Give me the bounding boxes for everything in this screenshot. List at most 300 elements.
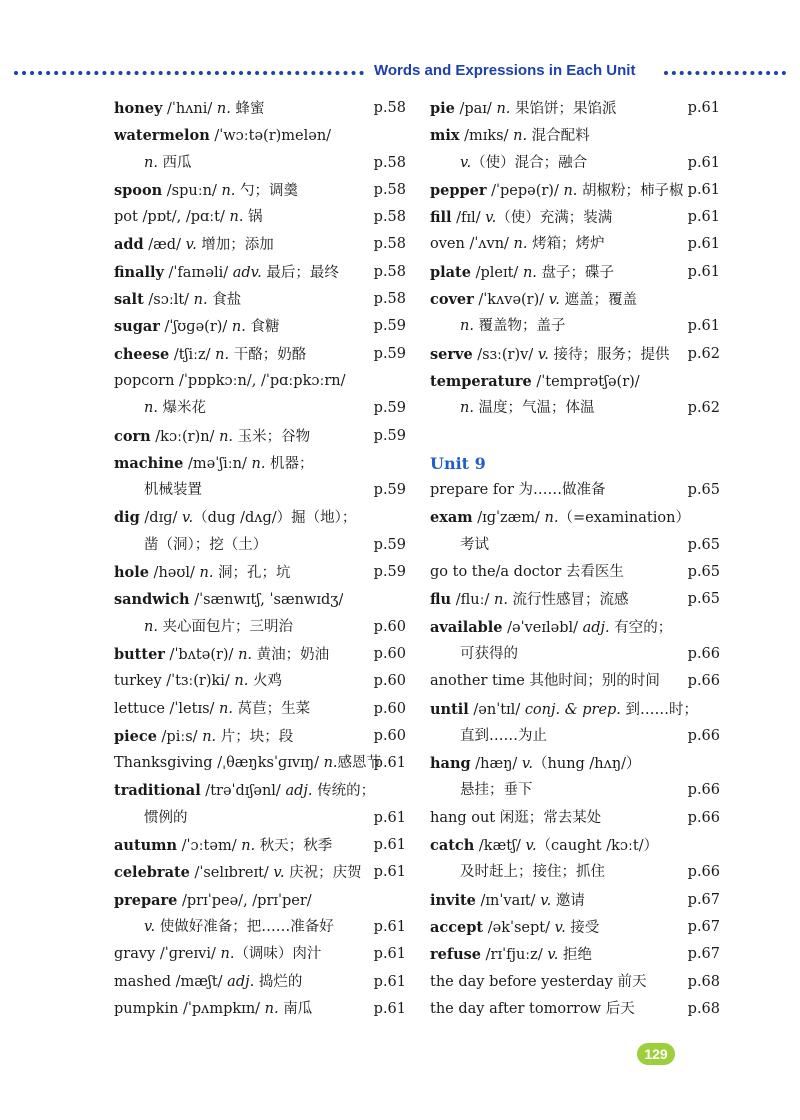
meaning: 洞；孔；坑 bbox=[213, 565, 291, 582]
part-of-speech: v. bbox=[273, 865, 285, 882]
headword: prepare bbox=[114, 891, 178, 909]
page-ref: p.61 bbox=[373, 1000, 406, 1017]
meaning: 庆祝；庆贺 bbox=[284, 865, 362, 882]
headword: temperature bbox=[430, 372, 532, 390]
entry-text bbox=[114, 231, 274, 259]
vocab-entry bbox=[430, 122, 720, 149]
entry-text bbox=[114, 313, 279, 341]
part-of-speech: adv. bbox=[232, 264, 262, 281]
vocab-entry bbox=[430, 887, 720, 914]
meaning: 秋天；秋季 bbox=[255, 838, 333, 855]
entry-text bbox=[430, 914, 599, 942]
part-of-speech: n. bbox=[323, 755, 338, 772]
entry-text bbox=[430, 832, 658, 860]
meaning: 片；块；段 bbox=[216, 728, 294, 745]
meaning: 流行性感冒；流感 bbox=[507, 592, 629, 609]
phonetic: /sɔːlt/ bbox=[143, 292, 194, 309]
page-ref: p.61 bbox=[687, 209, 720, 226]
meaning: 西瓜 bbox=[157, 154, 192, 171]
headword: pie bbox=[430, 100, 455, 117]
phonetic: lettuce /ˈletɪs/ bbox=[114, 700, 220, 717]
vocab-entry bbox=[430, 95, 720, 122]
headword: exam bbox=[430, 509, 473, 527]
vocab-entry bbox=[114, 368, 406, 395]
phonetic: 考试 bbox=[460, 536, 489, 553]
phonetic: gravy /ˈɡreɪvi/ bbox=[114, 946, 221, 963]
meaning: 干酪；奶酪 bbox=[229, 346, 307, 363]
page-ref: p.58 bbox=[373, 100, 406, 116]
phonetic: /ɪnˈvaɪt/ bbox=[475, 892, 541, 909]
phonetic: /ˈkʌvə(r)/ bbox=[473, 292, 549, 309]
vocab-entry bbox=[430, 805, 720, 832]
phonetic: Thanksgiving /ˌθæŋksˈɡɪvɪŋ/ bbox=[114, 755, 324, 772]
meaning: 增加；添加 bbox=[196, 237, 274, 254]
vocab-entry bbox=[430, 177, 720, 204]
entry-text bbox=[144, 477, 202, 504]
part-of-speech: n. bbox=[264, 1000, 279, 1017]
vocab-entry bbox=[114, 777, 406, 804]
entry-text bbox=[114, 969, 302, 996]
part-of-speech: n. bbox=[219, 428, 234, 445]
part-of-speech: v. bbox=[144, 918, 156, 935]
entry-text bbox=[430, 259, 614, 287]
phonetic: /mɪks/ bbox=[459, 128, 514, 145]
headword: butter bbox=[114, 645, 165, 663]
part-of-speech: n. bbox=[544, 510, 559, 527]
entry-text bbox=[114, 832, 332, 860]
phonetic: pot /pɒt/, /pɑːt/ bbox=[114, 209, 230, 226]
vocab-entry bbox=[430, 614, 720, 641]
vocab-column-right bbox=[430, 95, 720, 1023]
entry-text bbox=[430, 668, 660, 695]
vocab-entry bbox=[114, 668, 406, 695]
headword: salt bbox=[114, 291, 144, 309]
phonetic: go to the/a doctor 去看医生 bbox=[430, 564, 624, 581]
meaning: 接待；服务；提供 bbox=[548, 346, 670, 363]
phonetic: /ˈwɔːtə(r)melən/ bbox=[209, 128, 332, 145]
vocab-entry bbox=[114, 177, 406, 204]
page-ref: p.67 bbox=[687, 891, 720, 908]
vocab-entry bbox=[114, 941, 406, 968]
headword: finally bbox=[114, 263, 164, 281]
entry-text bbox=[430, 477, 605, 504]
page-ref: p.60 bbox=[373, 673, 406, 690]
entry-text bbox=[430, 614, 672, 642]
vocab-entry bbox=[114, 969, 406, 996]
meaning: 南瓜 bbox=[278, 1000, 313, 1017]
headword: sandwich bbox=[114, 591, 190, 609]
page-ref: p.66 bbox=[687, 645, 720, 662]
part-of-speech: n. bbox=[234, 673, 249, 690]
phonetic: the day before yesterday 前天 bbox=[430, 973, 647, 990]
entry-text bbox=[430, 969, 646, 996]
entry-text bbox=[430, 368, 640, 396]
entry-text bbox=[460, 641, 518, 668]
meaning: 玉米；谷物 bbox=[233, 428, 311, 445]
entry-text bbox=[430, 95, 617, 123]
entry-text bbox=[460, 532, 489, 559]
vocab-entry bbox=[430, 996, 720, 1023]
phonetic: /həʊl/ bbox=[148, 565, 200, 582]
meaning: （caught /kɔːt/） bbox=[536, 838, 659, 855]
vocab-entry bbox=[114, 723, 406, 750]
headword: hole bbox=[114, 564, 149, 582]
phonetic: 惯例的 bbox=[144, 809, 188, 826]
entry-text bbox=[430, 941, 592, 969]
meaning: 锅 bbox=[243, 209, 263, 226]
entry-text bbox=[430, 341, 670, 369]
entry-text bbox=[430, 586, 629, 614]
entry-text bbox=[114, 723, 293, 751]
part-of-speech: adj. bbox=[227, 973, 255, 990]
phonetic: another time 其他时间；别的时间 bbox=[430, 673, 660, 690]
entry-text bbox=[114, 887, 312, 915]
page-ref: p.60 bbox=[373, 700, 406, 717]
phonetic: /dɪɡ/ bbox=[139, 510, 182, 527]
vocab-entry bbox=[430, 777, 720, 804]
vocab-entry bbox=[114, 696, 406, 723]
page-ref: p.66 bbox=[687, 727, 720, 744]
headword: dig bbox=[114, 509, 140, 527]
vocab-entry bbox=[114, 450, 406, 477]
entry-text bbox=[114, 668, 282, 695]
entry-text bbox=[430, 887, 585, 915]
page-ref: p.66 bbox=[687, 673, 720, 690]
phonetic: /trəˈdɪʃənl/ bbox=[200, 783, 286, 800]
headword: sugar bbox=[114, 318, 160, 336]
page-ref: p.61 bbox=[373, 837, 406, 854]
meaning: （使）混合；融合 bbox=[471, 154, 588, 171]
vocab-entry bbox=[430, 231, 720, 258]
meaning: （=examination） bbox=[558, 510, 690, 527]
entry-text bbox=[114, 450, 314, 478]
entry-text bbox=[114, 941, 321, 968]
vocab-entry bbox=[114, 859, 406, 886]
vocab-entry bbox=[114, 341, 406, 368]
part-of-speech: n. bbox=[522, 264, 537, 281]
phonetic: /ənˈtɪl/ bbox=[468, 701, 525, 718]
entry-text bbox=[144, 805, 188, 832]
phonetic: /ˈpepə(r)/ bbox=[486, 182, 564, 199]
headword: corn bbox=[114, 427, 151, 445]
entry-text bbox=[114, 177, 298, 205]
part-of-speech: n. bbox=[144, 618, 158, 635]
entry-text bbox=[114, 286, 241, 314]
entry-text bbox=[114, 204, 263, 231]
meaning: 黄油；奶油 bbox=[252, 646, 330, 663]
part-of-speech: n. bbox=[513, 128, 528, 145]
page-ref: p.61 bbox=[373, 918, 406, 935]
page-ref: p.66 bbox=[687, 809, 720, 826]
phonetic: /ˈfaɪnəli/ bbox=[163, 264, 233, 281]
phonetic: oven /ˈʌvn/ bbox=[430, 236, 514, 253]
page-ref: p.65 bbox=[687, 482, 720, 499]
vocab-entry bbox=[114, 423, 406, 450]
vocab-entry bbox=[114, 150, 406, 177]
vocab-entry bbox=[430, 832, 720, 859]
vocab-entry bbox=[430, 313, 720, 340]
part-of-speech: n. bbox=[229, 209, 244, 226]
entry-text bbox=[430, 204, 612, 232]
headword: spoon bbox=[114, 181, 163, 199]
entry-text bbox=[460, 150, 587, 177]
phonetic: /fɪl/ bbox=[451, 210, 486, 227]
page-ref: p.61 bbox=[687, 154, 720, 171]
vocab-entry bbox=[114, 532, 406, 559]
meaning: 到……时； bbox=[620, 701, 699, 718]
part-of-speech: conj. & prep. bbox=[524, 701, 621, 718]
entry-text bbox=[114, 423, 310, 451]
part-of-speech: v. bbox=[460, 154, 472, 171]
vocab-entry bbox=[430, 969, 720, 996]
vocab-entry bbox=[114, 122, 406, 149]
vocab-entry bbox=[430, 586, 720, 613]
headword: mix bbox=[430, 127, 460, 145]
meaning: 感恩节 bbox=[337, 755, 382, 772]
entry-text bbox=[144, 150, 192, 177]
part-of-speech: v. bbox=[548, 292, 560, 309]
phonetic: prepare for 为……做准备 bbox=[430, 482, 606, 499]
entry-text bbox=[114, 341, 306, 369]
phonetic: /spuːn/ bbox=[162, 182, 222, 199]
phonetic: /sɜː(r)v/ bbox=[472, 346, 538, 363]
phonetic: 直到……为止 bbox=[460, 727, 547, 744]
phonetic: 凿（洞）；挖（土） bbox=[144, 536, 268, 553]
page-ref: p.59 bbox=[373, 564, 406, 581]
headword: add bbox=[114, 236, 144, 254]
entry-text bbox=[114, 641, 329, 669]
phonetic: 悬挂；垂下 bbox=[460, 782, 533, 799]
entry-text bbox=[430, 996, 635, 1023]
vocab-entry bbox=[430, 750, 720, 777]
page-ref: p.58 bbox=[373, 209, 406, 226]
entry-text bbox=[430, 559, 624, 586]
entry-text bbox=[114, 368, 346, 395]
meaning: 混合配料 bbox=[527, 128, 590, 145]
headword: piece bbox=[114, 727, 157, 745]
entry-text bbox=[460, 777, 533, 804]
vocab-entry bbox=[114, 259, 406, 286]
entry-text bbox=[430, 286, 637, 314]
meaning: 莴苣；生菜 bbox=[232, 700, 311, 717]
part-of-speech: n. bbox=[144, 400, 158, 417]
page-ref: p.65 bbox=[687, 536, 720, 553]
headword: available bbox=[430, 618, 503, 636]
part-of-speech: n. bbox=[493, 592, 508, 609]
vocab-entry bbox=[430, 259, 720, 286]
meaning: 拒绝 bbox=[558, 947, 593, 964]
page-ref: p.66 bbox=[687, 782, 720, 799]
vocab-entry bbox=[430, 150, 720, 177]
part-of-speech: n. bbox=[460, 400, 474, 417]
phonetic: mashed /mæʃt/ bbox=[114, 973, 228, 990]
phonetic: /ˈʃʊɡə(r)/ bbox=[159, 319, 232, 336]
entry-text bbox=[114, 859, 362, 887]
meaning: 遮盖；覆盖 bbox=[559, 292, 637, 309]
meaning: 有空的； bbox=[609, 619, 673, 636]
meaning: 蜂蜜 bbox=[230, 101, 265, 117]
headword: pepper bbox=[430, 181, 487, 199]
page-ref: p.58 bbox=[373, 263, 406, 280]
entry-text bbox=[114, 750, 381, 777]
part-of-speech: n. bbox=[144, 154, 158, 171]
part-of-speech: v. bbox=[554, 919, 566, 936]
meaning: 机器； bbox=[265, 455, 314, 472]
part-of-speech: n. bbox=[251, 455, 266, 472]
vocab-entry bbox=[430, 723, 720, 750]
phonetic: /tʃiːz/ bbox=[169, 346, 216, 363]
page-ref: p.62 bbox=[687, 345, 720, 362]
vocab-entry bbox=[430, 641, 720, 668]
meaning: 传统的； bbox=[312, 783, 376, 800]
meaning: 食盐 bbox=[207, 292, 242, 309]
page-ref: p.68 bbox=[687, 973, 720, 990]
phonetic: /rɪˈfjuːz/ bbox=[481, 947, 548, 964]
headword: refuse bbox=[430, 946, 482, 964]
vocab-entry bbox=[114, 559, 406, 586]
vocab-entry bbox=[430, 504, 720, 531]
part-of-speech: v. bbox=[185, 237, 197, 254]
part-of-speech: n. bbox=[460, 318, 474, 335]
phonetic: 可获得的 bbox=[460, 645, 518, 662]
part-of-speech: n. bbox=[220, 946, 235, 963]
meaning: （hung /hʌŋ/） bbox=[533, 756, 641, 773]
headword: machine bbox=[114, 454, 184, 472]
page-ref: p.61 bbox=[373, 755, 406, 772]
headword: watermelon bbox=[114, 127, 210, 145]
meaning: 食糖 bbox=[245, 319, 280, 336]
phonetic: hang out 闲逛；常去某处 bbox=[430, 809, 602, 826]
page-number-badge: 129 bbox=[637, 1043, 675, 1065]
meaning: 火鸡 bbox=[248, 673, 282, 690]
page-ref: p.58 bbox=[373, 236, 406, 253]
headword: traditional bbox=[114, 782, 201, 800]
page-ref: p.59 bbox=[373, 536, 406, 553]
headword: accept bbox=[430, 918, 484, 936]
page-ref: p.65 bbox=[687, 564, 720, 581]
entry-text bbox=[430, 805, 601, 832]
entry-text bbox=[114, 696, 310, 723]
page-ref: p.67 bbox=[687, 918, 720, 935]
vocab-entry bbox=[430, 368, 720, 395]
vocab-entry bbox=[430, 532, 720, 559]
page-ref: p.61 bbox=[373, 809, 406, 826]
vocab-entry bbox=[114, 204, 406, 231]
headword: until bbox=[430, 700, 469, 718]
part-of-speech: n. bbox=[216, 101, 231, 117]
part-of-speech: n. bbox=[238, 646, 253, 663]
phonetic: /paɪ/ bbox=[454, 101, 497, 117]
header-dots-left bbox=[14, 71, 364, 75]
entry-text bbox=[144, 395, 206, 422]
vocab-entry bbox=[430, 859, 720, 886]
phonetic: /əˈveɪləbl/ bbox=[502, 619, 583, 636]
page-ref: p.60 bbox=[373, 618, 406, 635]
page-ref: p.66 bbox=[687, 864, 720, 881]
vocab-column-left bbox=[114, 95, 406, 1023]
meaning: 温度；气温；体温 bbox=[473, 400, 595, 417]
headword: invite bbox=[430, 891, 476, 909]
part-of-speech: n. bbox=[513, 236, 528, 253]
meaning: （dug /dʌɡ/）掘（地）； bbox=[193, 510, 357, 527]
page-ref: p.61 bbox=[687, 181, 720, 198]
meaning: （调味）肉汁 bbox=[234, 946, 322, 963]
page-ref: p.60 bbox=[373, 727, 406, 744]
part-of-speech: n. bbox=[496, 101, 511, 117]
page-ref: p.62 bbox=[687, 400, 720, 417]
headword: flu bbox=[430, 591, 452, 609]
meaning: 胡椒粉；柿子椒 bbox=[577, 182, 684, 199]
part-of-speech: n. bbox=[221, 182, 236, 199]
headword: plate bbox=[430, 263, 471, 281]
vocab-entry bbox=[430, 941, 720, 968]
phonetic: /əkˈsept/ bbox=[483, 919, 555, 936]
vocab-entry bbox=[114, 586, 406, 613]
phonetic: /ˈsænwɪtʃ, ˈsænwɪdʒ/ bbox=[189, 592, 344, 609]
part-of-speech: n. bbox=[193, 292, 208, 309]
meaning: 盘子；碟子 bbox=[536, 264, 614, 281]
phonetic: /ˈɔːtəm/ bbox=[177, 838, 242, 855]
entry-text bbox=[114, 122, 331, 150]
page-ref: p.59 bbox=[373, 345, 406, 362]
vocab-entry bbox=[430, 914, 720, 941]
phonetic: turkey /ˈtɜː(r)ki/ bbox=[114, 673, 235, 690]
page-ref: p.58 bbox=[373, 291, 406, 308]
phonetic: /ˈhʌni/ bbox=[162, 101, 217, 117]
vocab-entry bbox=[114, 996, 406, 1023]
page-ref: p.61 bbox=[373, 864, 406, 881]
headword: hang bbox=[430, 755, 471, 773]
headword: cheese bbox=[114, 345, 170, 363]
entry-text bbox=[144, 914, 334, 941]
page-ref: p.67 bbox=[687, 946, 720, 963]
part-of-speech: n. bbox=[202, 728, 217, 745]
part-of-speech: adj. bbox=[582, 619, 610, 636]
vocab-entry bbox=[430, 286, 720, 313]
meaning: 邀请 bbox=[551, 892, 585, 909]
phonetic: /ˈbʌtə(r)/ bbox=[164, 646, 239, 663]
phonetic: /piːs/ bbox=[156, 728, 203, 745]
vocab-entry bbox=[430, 395, 720, 422]
entry-text bbox=[430, 504, 690, 532]
phonetic: /æd/ bbox=[143, 237, 186, 254]
page-ref: p.61 bbox=[373, 946, 406, 963]
headword: fill bbox=[430, 209, 452, 227]
entry-text bbox=[114, 559, 291, 587]
phonetic: /kætʃ/ bbox=[474, 838, 526, 855]
phonetic: /pleɪt/ bbox=[470, 264, 523, 281]
page-ref: p.59 bbox=[373, 427, 406, 444]
meaning: 勺；调羹 bbox=[235, 182, 299, 199]
part-of-speech: v. bbox=[537, 346, 549, 363]
phonetic: pumpkin /ˈpʌmpkɪn/ bbox=[114, 1000, 265, 1017]
page-ref: p.61 bbox=[687, 318, 720, 335]
phonetic: /ɪɡˈzæm/ bbox=[472, 510, 545, 527]
vocab-entry bbox=[430, 668, 720, 695]
vocab-entry bbox=[114, 832, 406, 859]
part-of-speech: n. bbox=[219, 700, 233, 717]
phonetic: /kɔː(r)n/ bbox=[150, 428, 220, 445]
phonetic: /fluː/ bbox=[451, 592, 494, 609]
header-dots-right bbox=[664, 71, 786, 75]
entry-text bbox=[114, 95, 264, 123]
headword: serve bbox=[430, 345, 473, 363]
entry-text bbox=[430, 122, 590, 150]
entry-text bbox=[430, 696, 698, 724]
phonetic: 及时赶上；接住；抓住 bbox=[460, 864, 605, 881]
meaning: 烤箱；烤炉 bbox=[527, 236, 605, 253]
part-of-speech: n. bbox=[215, 346, 230, 363]
